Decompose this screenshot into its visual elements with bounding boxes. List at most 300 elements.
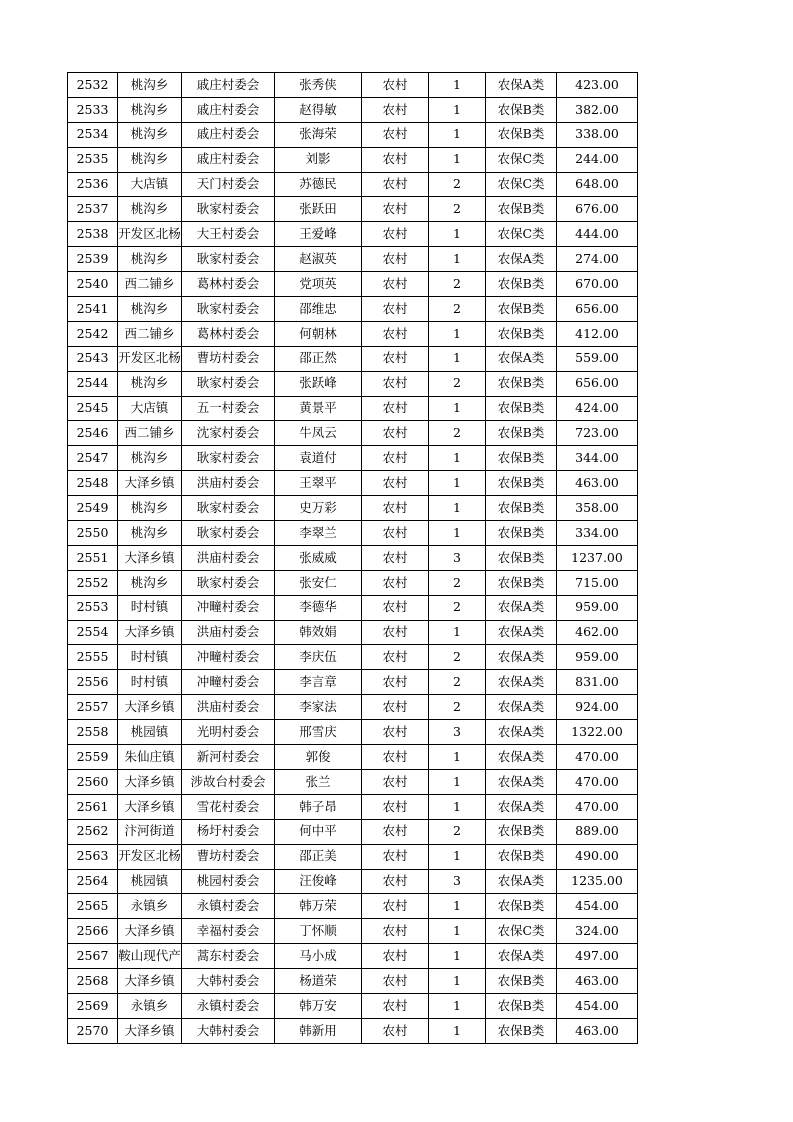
cell-no: 2556 (68, 670, 118, 695)
cell-amount: 648.00 (557, 172, 638, 197)
cell-amount: 463.00 (557, 969, 638, 994)
cell-town: 桃沟乡 (118, 73, 182, 98)
cell-category: 农保A类 (486, 247, 557, 272)
table-row (68, 371, 638, 396)
cell-town: 桃沟乡 (118, 570, 182, 595)
cell-type: 农村 (362, 197, 429, 222)
table-row (68, 794, 638, 819)
cell-count: 2 (429, 645, 486, 670)
cell-name: 史万彩 (275, 496, 362, 521)
cell-name: 何中平 (275, 819, 362, 844)
cell-category: 农保B类 (486, 396, 557, 421)
table-row (68, 670, 638, 695)
cell-village: 葛林村委会 (182, 321, 275, 346)
cell-amount: 656.00 (557, 371, 638, 396)
cell-no: 2540 (68, 272, 118, 297)
cell-type: 农村 (362, 421, 429, 446)
cell-name: 郭俊 (275, 745, 362, 770)
cell-type: 农村 (362, 919, 429, 944)
cell-name: 李庆伍 (275, 645, 362, 670)
cell-type: 农村 (362, 496, 429, 521)
cell-category: 农保B类 (486, 570, 557, 595)
table-row (68, 969, 638, 994)
table-row (68, 745, 638, 770)
cell-village: 冲疃村委会 (182, 645, 275, 670)
cell-count: 1 (429, 346, 486, 371)
table-row (68, 944, 638, 969)
cell-name: 张跃峰 (275, 371, 362, 396)
cell-name: 张威威 (275, 545, 362, 570)
cell-village: 洪庙村委会 (182, 695, 275, 720)
cell-no: 2547 (68, 446, 118, 471)
cell-no: 2560 (68, 769, 118, 794)
cell-name: 邵正然 (275, 346, 362, 371)
cell-no: 2533 (68, 97, 118, 122)
cell-name: 赵淑英 (275, 247, 362, 272)
cell-name: 邵维忠 (275, 297, 362, 322)
cell-category: 农保A类 (486, 944, 557, 969)
table-row (68, 147, 638, 172)
cell-name: 张兰 (275, 769, 362, 794)
cell-type: 农村 (362, 720, 429, 745)
table-row (68, 645, 638, 670)
cell-village: 大王村委会 (182, 222, 275, 247)
cell-count: 1 (429, 620, 486, 645)
cell-category: 农保B类 (486, 496, 557, 521)
cell-type: 农村 (362, 446, 429, 471)
cell-town: 桃沟乡 (118, 521, 182, 546)
cell-name: 张跃田 (275, 197, 362, 222)
table-row (68, 570, 638, 595)
cell-no: 2555 (68, 645, 118, 670)
cell-village: 戚庄村委会 (182, 73, 275, 98)
cell-village: 耿家村委会 (182, 521, 275, 546)
cell-village: 洪庙村委会 (182, 620, 275, 645)
cell-town: 鞍山现代产 (118, 944, 182, 969)
cell-count: 1 (429, 471, 486, 496)
cell-town: 开发区北杨 (118, 346, 182, 371)
cell-name: 牛凤云 (275, 421, 362, 446)
table-row (68, 297, 638, 322)
cell-type: 农村 (362, 222, 429, 247)
cell-no: 2567 (68, 944, 118, 969)
cell-amount: 831.00 (557, 670, 638, 695)
cell-category: 农保A类 (486, 645, 557, 670)
cell-village: 耿家村委会 (182, 496, 275, 521)
cell-category: 农保B类 (486, 371, 557, 396)
cell-no: 2538 (68, 222, 118, 247)
cell-count: 2 (429, 695, 486, 720)
cell-amount: 470.00 (557, 769, 638, 794)
table-row (68, 521, 638, 546)
cell-amount: 959.00 (557, 645, 638, 670)
cell-name: 韩新用 (275, 1018, 362, 1043)
cell-no: 2534 (68, 122, 118, 147)
cell-no: 2569 (68, 993, 118, 1018)
table-row (68, 844, 638, 869)
cell-name: 杨道荣 (275, 969, 362, 994)
table-row (68, 496, 638, 521)
cell-category: 农保B类 (486, 844, 557, 869)
cell-village: 大韩村委会 (182, 1018, 275, 1043)
cell-category: 农保B类 (486, 297, 557, 322)
cell-village: 洪庙村委会 (182, 545, 275, 570)
table-row (68, 247, 638, 272)
cell-amount: 1322.00 (557, 720, 638, 745)
cell-amount: 463.00 (557, 1018, 638, 1043)
cell-type: 农村 (362, 272, 429, 297)
cell-count: 2 (429, 172, 486, 197)
cell-category: 农保B类 (486, 421, 557, 446)
cell-no: 2543 (68, 346, 118, 371)
cell-name: 苏德民 (275, 172, 362, 197)
cell-town: 永镇乡 (118, 993, 182, 1018)
cell-name: 王翠平 (275, 471, 362, 496)
cell-category: 农保A类 (486, 346, 557, 371)
cell-no: 2542 (68, 321, 118, 346)
cell-category: 农保B类 (486, 545, 557, 570)
table-row (68, 869, 638, 894)
cell-count: 2 (429, 272, 486, 297)
cell-village: 永镇村委会 (182, 993, 275, 1018)
cell-amount: 344.00 (557, 446, 638, 471)
cell-town: 桃沟乡 (118, 496, 182, 521)
cell-town: 大泽乡镇 (118, 545, 182, 570)
cell-village: 沈家村委会 (182, 421, 275, 446)
cell-amount: 715.00 (557, 570, 638, 595)
cell-village: 耿家村委会 (182, 371, 275, 396)
cell-type: 农村 (362, 172, 429, 197)
table-row (68, 97, 638, 122)
cell-no: 2551 (68, 545, 118, 570)
cell-name: 丁怀顺 (275, 919, 362, 944)
cell-amount: 676.00 (557, 197, 638, 222)
cell-village: 桃园村委会 (182, 869, 275, 894)
cell-type: 农村 (362, 969, 429, 994)
cell-town: 汴河街道 (118, 819, 182, 844)
table-row (68, 346, 638, 371)
cell-no: 2536 (68, 172, 118, 197)
cell-town: 桃沟乡 (118, 247, 182, 272)
cell-amount: 559.00 (557, 346, 638, 371)
cell-count: 1 (429, 944, 486, 969)
cell-count: 2 (429, 371, 486, 396)
cell-amount: 1235.00 (557, 869, 638, 894)
cell-town: 时村镇 (118, 645, 182, 670)
table-row (68, 1018, 638, 1043)
cell-type: 农村 (362, 769, 429, 794)
cell-amount: 454.00 (557, 993, 638, 1018)
cell-category: 农保A类 (486, 620, 557, 645)
table-row (68, 993, 638, 1018)
cell-town: 大店镇 (118, 172, 182, 197)
table-row (68, 272, 638, 297)
cell-village: 耿家村委会 (182, 247, 275, 272)
cell-no: 2568 (68, 969, 118, 994)
cell-count: 2 (429, 297, 486, 322)
cell-town: 大泽乡镇 (118, 794, 182, 819)
cell-count: 1 (429, 844, 486, 869)
cell-category: 农保A类 (486, 595, 557, 620)
cell-name: 党项英 (275, 272, 362, 297)
cell-type: 农村 (362, 670, 429, 695)
cell-count: 1 (429, 97, 486, 122)
cell-no: 2539 (68, 247, 118, 272)
cell-town: 朱仙庄镇 (118, 745, 182, 770)
cell-category: 农保B类 (486, 969, 557, 994)
cell-category: 农保A类 (486, 670, 557, 695)
cell-count: 1 (429, 122, 486, 147)
table-row (68, 545, 638, 570)
cell-name: 何朝林 (275, 321, 362, 346)
cell-count: 1 (429, 222, 486, 247)
cell-no: 2553 (68, 595, 118, 620)
cell-village: 五一村委会 (182, 396, 275, 421)
cell-type: 农村 (362, 471, 429, 496)
table-row (68, 122, 638, 147)
cell-category: 农保C类 (486, 172, 557, 197)
cell-no: 2546 (68, 421, 118, 446)
cell-name: 张秀侠 (275, 73, 362, 98)
cell-town: 桃沟乡 (118, 122, 182, 147)
cell-type: 农村 (362, 595, 429, 620)
cell-village: 冲疃村委会 (182, 595, 275, 620)
cell-no: 2559 (68, 745, 118, 770)
cell-category: 农保A类 (486, 73, 557, 98)
cell-category: 农保A类 (486, 745, 557, 770)
cell-village: 曹坊村委会 (182, 844, 275, 869)
cell-category: 农保A类 (486, 720, 557, 745)
cell-name: 汪俊峰 (275, 869, 362, 894)
cell-town: 时村镇 (118, 670, 182, 695)
cell-name: 袁道付 (275, 446, 362, 471)
cell-town: 大泽乡镇 (118, 969, 182, 994)
cell-town: 桃沟乡 (118, 97, 182, 122)
cell-village: 耿家村委会 (182, 446, 275, 471)
cell-no: 2545 (68, 396, 118, 421)
cell-type: 农村 (362, 745, 429, 770)
cell-type: 农村 (362, 794, 429, 819)
table-row (68, 595, 638, 620)
cell-name: 马小成 (275, 944, 362, 969)
cell-town: 永镇乡 (118, 894, 182, 919)
cell-town: 西二铺乡 (118, 272, 182, 297)
cell-town: 西二铺乡 (118, 421, 182, 446)
cell-amount: 462.00 (557, 620, 638, 645)
cell-village: 光明村委会 (182, 720, 275, 745)
cell-no: 2532 (68, 73, 118, 98)
cell-category: 农保C类 (486, 147, 557, 172)
cell-count: 1 (429, 1018, 486, 1043)
table-row (68, 819, 638, 844)
cell-type: 农村 (362, 73, 429, 98)
cell-count: 1 (429, 794, 486, 819)
cell-village: 耿家村委会 (182, 197, 275, 222)
cell-no: 2537 (68, 197, 118, 222)
cell-town: 大店镇 (118, 396, 182, 421)
cell-name: 李德华 (275, 595, 362, 620)
cell-amount: 670.00 (557, 272, 638, 297)
cell-category: 农保B类 (486, 122, 557, 147)
cell-town: 大泽乡镇 (118, 1018, 182, 1043)
cell-type: 农村 (362, 122, 429, 147)
table-row (68, 222, 638, 247)
cell-type: 农村 (362, 371, 429, 396)
cell-town: 时村镇 (118, 595, 182, 620)
cell-amount: 338.00 (557, 122, 638, 147)
cell-amount: 497.00 (557, 944, 638, 969)
cell-town: 开发区北杨 (118, 844, 182, 869)
cell-category: 农保B类 (486, 993, 557, 1018)
cell-amount: 334.00 (557, 521, 638, 546)
cell-no: 2541 (68, 297, 118, 322)
cell-count: 2 (429, 670, 486, 695)
cell-category: 农保B类 (486, 471, 557, 496)
cell-category: 农保B类 (486, 894, 557, 919)
cell-type: 农村 (362, 346, 429, 371)
table-row (68, 396, 638, 421)
cell-village: 戚庄村委会 (182, 147, 275, 172)
cell-count: 2 (429, 197, 486, 222)
cell-name: 王爱峰 (275, 222, 362, 247)
cell-amount: 656.00 (557, 297, 638, 322)
cell-category: 农保A类 (486, 869, 557, 894)
cell-name: 韩效娟 (275, 620, 362, 645)
cell-category: 农保A类 (486, 769, 557, 794)
cell-name: 韩子昂 (275, 794, 362, 819)
cell-name: 韩万荣 (275, 894, 362, 919)
cell-count: 2 (429, 819, 486, 844)
cell-no: 2558 (68, 720, 118, 745)
cell-no: 2561 (68, 794, 118, 819)
cell-amount: 723.00 (557, 421, 638, 446)
cell-no: 2564 (68, 869, 118, 894)
cell-no: 2562 (68, 819, 118, 844)
cell-name: 赵得敏 (275, 97, 362, 122)
cell-category: 农保C类 (486, 222, 557, 247)
cell-town: 大泽乡镇 (118, 769, 182, 794)
cell-type: 农村 (362, 620, 429, 645)
cell-no: 2563 (68, 844, 118, 869)
cell-village: 耿家村委会 (182, 570, 275, 595)
cell-village: 耿家村委会 (182, 297, 275, 322)
cell-count: 1 (429, 396, 486, 421)
cell-town: 大泽乡镇 (118, 695, 182, 720)
cell-no: 2548 (68, 471, 118, 496)
cell-village: 新河村委会 (182, 745, 275, 770)
cell-no: 2554 (68, 620, 118, 645)
cell-village: 曹坊村委会 (182, 346, 275, 371)
cell-count: 1 (429, 147, 486, 172)
cell-amount: 382.00 (557, 97, 638, 122)
table-row (68, 894, 638, 919)
records-body (68, 73, 638, 1044)
cell-village: 戚庄村委会 (182, 97, 275, 122)
cell-town: 桃沟乡 (118, 446, 182, 471)
cell-village: 蒿东村委会 (182, 944, 275, 969)
table-row (68, 769, 638, 794)
cell-name: 李言章 (275, 670, 362, 695)
cell-no: 2550 (68, 521, 118, 546)
cell-amount: 470.00 (557, 745, 638, 770)
cell-type: 农村 (362, 570, 429, 595)
cell-count: 1 (429, 247, 486, 272)
cell-amount: 324.00 (557, 919, 638, 944)
cell-type: 农村 (362, 321, 429, 346)
cell-category: 农保C类 (486, 919, 557, 944)
cell-name: 邵正美 (275, 844, 362, 869)
cell-type: 农村 (362, 396, 429, 421)
cell-village: 永镇村委会 (182, 894, 275, 919)
cell-name: 张安仁 (275, 570, 362, 595)
cell-village: 葛林村委会 (182, 272, 275, 297)
cell-type: 农村 (362, 247, 429, 272)
cell-count: 1 (429, 745, 486, 770)
table-row (68, 172, 638, 197)
table-row (68, 695, 638, 720)
table-row (68, 421, 638, 446)
table-row (68, 720, 638, 745)
cell-count: 2 (429, 421, 486, 446)
cell-count: 1 (429, 446, 486, 471)
cell-type: 农村 (362, 147, 429, 172)
cell-village: 冲疃村委会 (182, 670, 275, 695)
cell-amount: 1237.00 (557, 545, 638, 570)
cell-name: 邢雪庆 (275, 720, 362, 745)
cell-count: 3 (429, 869, 486, 894)
cell-amount: 889.00 (557, 819, 638, 844)
cell-village: 幸福村委会 (182, 919, 275, 944)
cell-count: 1 (429, 969, 486, 994)
table-row (68, 73, 638, 98)
cell-town: 开发区北杨 (118, 222, 182, 247)
cell-amount: 274.00 (557, 247, 638, 272)
cell-amount: 490.00 (557, 844, 638, 869)
cell-count: 1 (429, 521, 486, 546)
cell-town: 大泽乡镇 (118, 620, 182, 645)
cell-town: 西二铺乡 (118, 321, 182, 346)
cell-category: 农保B类 (486, 1018, 557, 1043)
cell-village: 洪庙村委会 (182, 471, 275, 496)
cell-category: 农保A类 (486, 695, 557, 720)
cell-town: 桃园镇 (118, 720, 182, 745)
cell-type: 农村 (362, 844, 429, 869)
cell-village: 雪花村委会 (182, 794, 275, 819)
cell-town: 桃沟乡 (118, 197, 182, 222)
cell-type: 农村 (362, 97, 429, 122)
cell-no: 2549 (68, 496, 118, 521)
cell-village: 大韩村委会 (182, 969, 275, 994)
cell-category: 农保B类 (486, 272, 557, 297)
cell-type: 农村 (362, 695, 429, 720)
cell-town: 桃沟乡 (118, 147, 182, 172)
cell-amount: 423.00 (557, 73, 638, 98)
cell-type: 农村 (362, 645, 429, 670)
table-row (68, 620, 638, 645)
cell-count: 1 (429, 769, 486, 794)
cell-count: 1 (429, 993, 486, 1018)
table-row (68, 321, 638, 346)
cell-count: 1 (429, 321, 486, 346)
cell-count: 1 (429, 73, 486, 98)
cell-no: 2565 (68, 894, 118, 919)
cell-category: 农保B类 (486, 446, 557, 471)
cell-type: 农村 (362, 545, 429, 570)
cell-village: 杨圩村委会 (182, 819, 275, 844)
cell-name: 张海荣 (275, 122, 362, 147)
cell-type: 农村 (362, 993, 429, 1018)
cell-category: 农保B类 (486, 521, 557, 546)
